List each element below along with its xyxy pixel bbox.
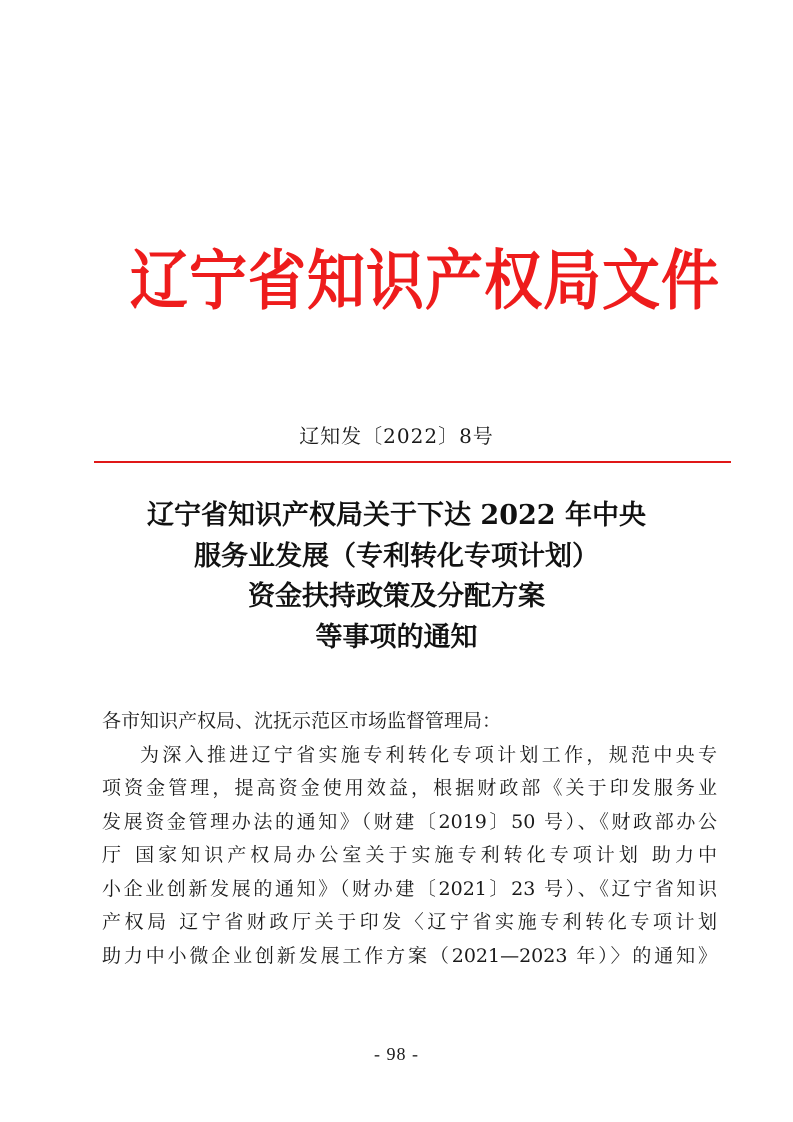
title-line: 等事项的通知 [315, 621, 478, 653]
title-line: 辽宁省知识产权局关于下达 2022 年中央 [147, 500, 646, 531]
page-number: - 98 - [374, 1044, 419, 1064]
document-title [0, 496, 793, 658]
document-body [102, 705, 717, 973]
body-line: 小企业创新发展的通知》（财办建〔2021〕23 号）、《辽宁省知识 [102, 877, 717, 900]
document-masthead: 辽宁省知识产权局文件 [130, 242, 721, 319]
body-line: 发展资金管理办法的通知》（财建〔2019〕50 号）、《财政部办公 [102, 810, 717, 833]
body-line: 产权局 辽宁省财政厅关于印发〈辽宁省实施专利转化专项计划 [102, 911, 717, 933]
addressee-line: 各市知识产权局、沈抚示范区市场监督管理局： [102, 710, 502, 732]
body-line: 助力中小微企业创新发展工作方案（2021—2023 年）〉的通知》 [102, 944, 717, 967]
body-line: 项资金管理，提高资金使用效益，根据财政部《关于印发服务业 [102, 777, 717, 799]
red-separator-line [94, 461, 731, 463]
body-line: 为深入推进辽宁省实施专利转化专项计划工作，规范中央专 [140, 743, 717, 766]
document-number: 辽知发〔2022〕8号 [299, 424, 494, 448]
body-line: 厅 国家知识产权局办公室关于实施专利转化专项计划 助力中 [102, 844, 717, 866]
title-line: 服务业发展（专利转化专项计划） [194, 540, 599, 572]
title-line: 资金扶持政策及分配方案 [248, 581, 545, 612]
